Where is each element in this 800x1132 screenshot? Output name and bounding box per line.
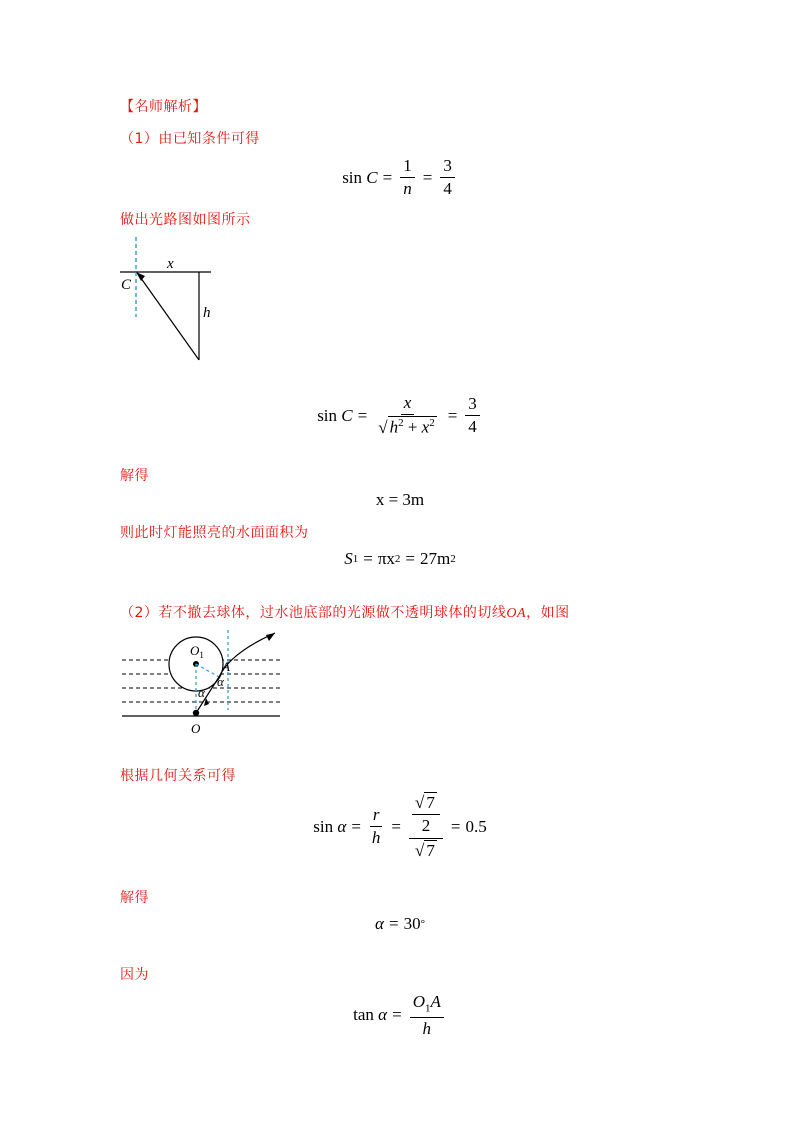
label-alpha-1: α bbox=[217, 674, 224, 689]
label-a: A bbox=[222, 659, 230, 674]
light-ray bbox=[138, 274, 199, 360]
label-h: h bbox=[203, 305, 211, 321]
label-alpha-2: α bbox=[198, 685, 205, 700]
equation-sinc-2: sin C = x √ $h^2 + x^2$ = $\frac{3}{4}$ bbox=[0, 393, 800, 438]
sphere-tangent-diagram bbox=[120, 625, 290, 740]
label-o: O bbox=[191, 721, 201, 736]
part1-intro: （1）由已知条件可得 bbox=[120, 131, 260, 147]
label-o1: $O_1$ bbox=[190, 643, 204, 660]
geometry-text: 根据几何关系可得 bbox=[120, 768, 236, 784]
because-text: 因为 bbox=[120, 967, 149, 983]
light-source-dot bbox=[193, 710, 199, 716]
light-path-diagram bbox=[115, 235, 225, 365]
solve-text-2: 解得 bbox=[120, 890, 149, 906]
equation-sin-alpha: sin α = $\frac{r}{h}$ = √ 7 2 √ 7 = 0.5 bbox=[313, 793, 487, 860]
equation-sinc-1: sin C = $\frac{1}{n}$ = $\frac{3}{4}$ bbox=[0, 156, 800, 200]
area-text: 则此时灯能照亮的水面面积为 bbox=[120, 525, 309, 541]
draw-text: 做出光路图如图所示 bbox=[120, 212, 251, 228]
solve-text-1: 解得 bbox=[120, 468, 149, 484]
label-c: C bbox=[121, 277, 132, 293]
equation-tan-alpha: tan α = $\frac{O_1A}{h}$ bbox=[0, 992, 800, 1039]
equation-area: S 1 = πx 2 = 27m 2 bbox=[344, 549, 456, 568]
heading: 【名师解析】 bbox=[120, 99, 207, 115]
part2-intro: （2）若不撤去球体，过水池底部的光源做不透明球体的切线OA，如图 bbox=[120, 605, 570, 621]
equation-x: x = 3m bbox=[375, 490, 425, 509]
arrow-head bbox=[136, 272, 145, 281]
ray-arrow bbox=[266, 633, 275, 641]
label-x: x bbox=[167, 256, 174, 272]
equation-alpha: α = 30 ° bbox=[375, 914, 425, 933]
